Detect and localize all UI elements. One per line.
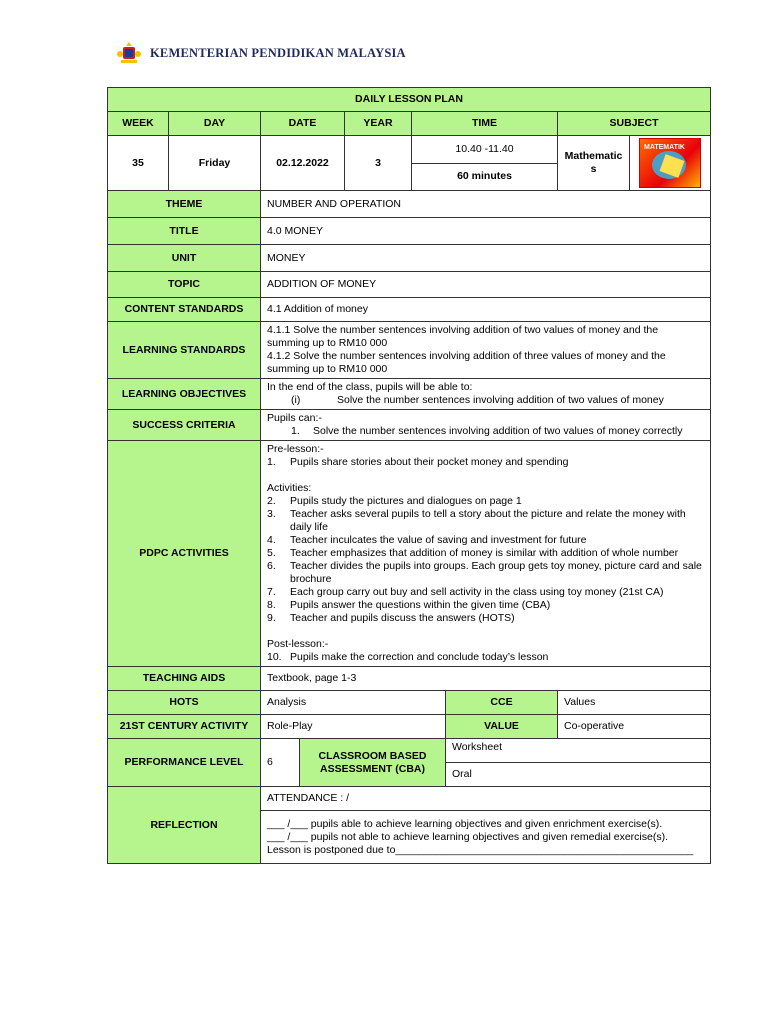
subject-line-1: Mathematic (564, 150, 623, 162)
value-value: Co-operative (558, 715, 711, 739)
list-item: 3. Teacher asks several pupils to tell a story about the picture and relate the money with daily life (267, 508, 686, 533)
cba-worksheet: Worksheet (446, 739, 711, 763)
performance-level-value: 6 (261, 739, 300, 787)
objective-item: Solve the number sentences involving addition of two values of money (337, 394, 664, 406)
date-header: DATE (261, 112, 345, 136)
duration-value: 60 minutes (412, 163, 558, 191)
success-criteria-label: SUCCESS CRITERIA (108, 410, 261, 441)
week-value: 35 (108, 136, 169, 191)
lesson-plan-table (107, 87, 711, 864)
year-header: YEAR (345, 112, 412, 136)
subject-line-2: s (590, 163, 597, 175)
date-value: 02.12.2022 (261, 136, 345, 191)
value-label: VALUE (446, 715, 558, 739)
cce-value: Values (558, 691, 711, 715)
learning-standard-line: 4.1.1 Solve the number sentences involving addition of two values of money and the (267, 324, 659, 336)
century-activity-label: 21ST CENTURY ACTIVITY (108, 715, 261, 739)
success-criteria-value (261, 410, 711, 441)
year-value: 3 (345, 136, 412, 191)
cba-oral: Oral (446, 763, 711, 787)
time-range: 10.40 -11.40 (412, 136, 558, 164)
cce-label: CCE (446, 691, 558, 715)
pdpc-activities-label: PDPC ACTIVITIES (108, 441, 261, 667)
cba-label: CLASSROOM BASED ASSESSMENT (CBA) (300, 739, 446, 787)
teaching-aids-value: Textbook, page 1-3 (261, 667, 711, 691)
attendance-line: ATTENDANCE : / (261, 787, 711, 811)
content-standards-value: 4.1 Addition of money (261, 298, 711, 322)
unit-value: MONEY (261, 245, 711, 272)
objectives-intro: In the end of the class, pupils will be able to: (267, 381, 473, 393)
learning-standard-line: 4.1.2 Solve the number sentences involving addition of three values of money and the (267, 350, 666, 362)
subject-value (558, 136, 630, 191)
subject-header: SUBJECT (558, 112, 711, 136)
century-activity-value: Role-Play (261, 715, 446, 739)
list-item: 9. Teacher and pupils discuss the answers (HOTS) (267, 612, 515, 624)
learning-standards-value (261, 322, 711, 379)
pdpc-activities-value (261, 441, 711, 667)
reflection-line: ___ /___ pupils not able to achieve learning objectives and given remedial exercise(s). (267, 830, 668, 843)
ministry-name: KEMENTERIAN PENDIDIKAN MALAYSIA (150, 45, 406, 60)
hots-value: Analysis (261, 691, 446, 715)
time-header: TIME (412, 112, 558, 136)
list-item: 2. Pupils study the pictures and dialogues on page 1 (267, 495, 522, 507)
list-item: 6. Teacher divides the pupils into groups. Each group gets toy money, picture card and sale brochure (267, 560, 702, 585)
learning-objectives-value (261, 379, 711, 410)
objective-number: (i) (291, 394, 301, 406)
title-label: TITLE (108, 218, 261, 245)
topic-value: ADDITION OF MONEY (261, 272, 711, 298)
learning-standard-line: summing up to RM10 000 (267, 337, 388, 349)
learning-objectives-label: LEARNING OBJECTIVES (108, 379, 261, 410)
textbook-cover (630, 136, 711, 191)
reflection-line: ___ /___ pupils able to achieve learning objectives and given enrichment exercise(s). (267, 817, 663, 830)
topic-label: TOPIC (108, 272, 261, 298)
list-item: 10. Pupils make the correction and conclude today’s lesson (267, 651, 549, 663)
success-number: 1. (291, 425, 300, 437)
list-item: 7. Each group carry out buy and sell activity in the class using toy money (21st CA) (267, 586, 664, 598)
reflection-label: REFLECTION (108, 787, 261, 864)
content-standards-label: CONTENT STANDARDS (108, 298, 261, 322)
plan-title: DAILY LESSON PLAN (108, 88, 711, 112)
learning-standards-label: LEARNING STANDARDS (108, 322, 261, 379)
performance-level-label: PERFORMANCE LEVEL (108, 739, 261, 787)
day-header: DAY (169, 112, 261, 136)
week-header: WEEK (108, 112, 169, 136)
textbook-cover-image (639, 138, 701, 188)
textbook-cover-text: MATEMATIK (644, 144, 685, 151)
reflection-line: Lesson is postponed due to___________________________________________________ (267, 843, 694, 856)
ministry-header (116, 40, 406, 66)
success-intro: Pupils can:- (267, 412, 322, 424)
activities-heading: Activities: (267, 482, 312, 494)
hots-label: HOTS (108, 691, 261, 715)
teaching-aids-label: TEACHING AIDS (108, 667, 261, 691)
learning-standard-line: summing up to RM10 000 (267, 363, 388, 375)
title-value: 4.0 MONEY (261, 218, 711, 245)
pre-lesson-heading: Pre-lesson:- (267, 443, 324, 455)
unit-label: UNIT (108, 245, 261, 272)
success-item: Solve the number sentences involving addition of two values of money correctly (313, 425, 683, 437)
list-item: 8. Pupils answer the questions within the given time (CBA) (267, 599, 551, 611)
theme-value: NUMBER AND OPERATION (261, 191, 711, 218)
theme-label: THEME (108, 191, 261, 218)
list-item: 4. Teacher inculcates the value of saving and investment for future (267, 534, 587, 546)
list-item: 5. Teacher emphasizes that addition of money is similar with addition of whole number (267, 547, 679, 559)
reflection-value (261, 811, 711, 864)
day-value: Friday (169, 136, 261, 191)
post-lesson-heading: Post-lesson:- (267, 638, 329, 650)
malaysia-coat-of-arms-icon (116, 40, 142, 66)
list-item: 1. Pupils share stories about their pocket money and spending (267, 456, 569, 468)
